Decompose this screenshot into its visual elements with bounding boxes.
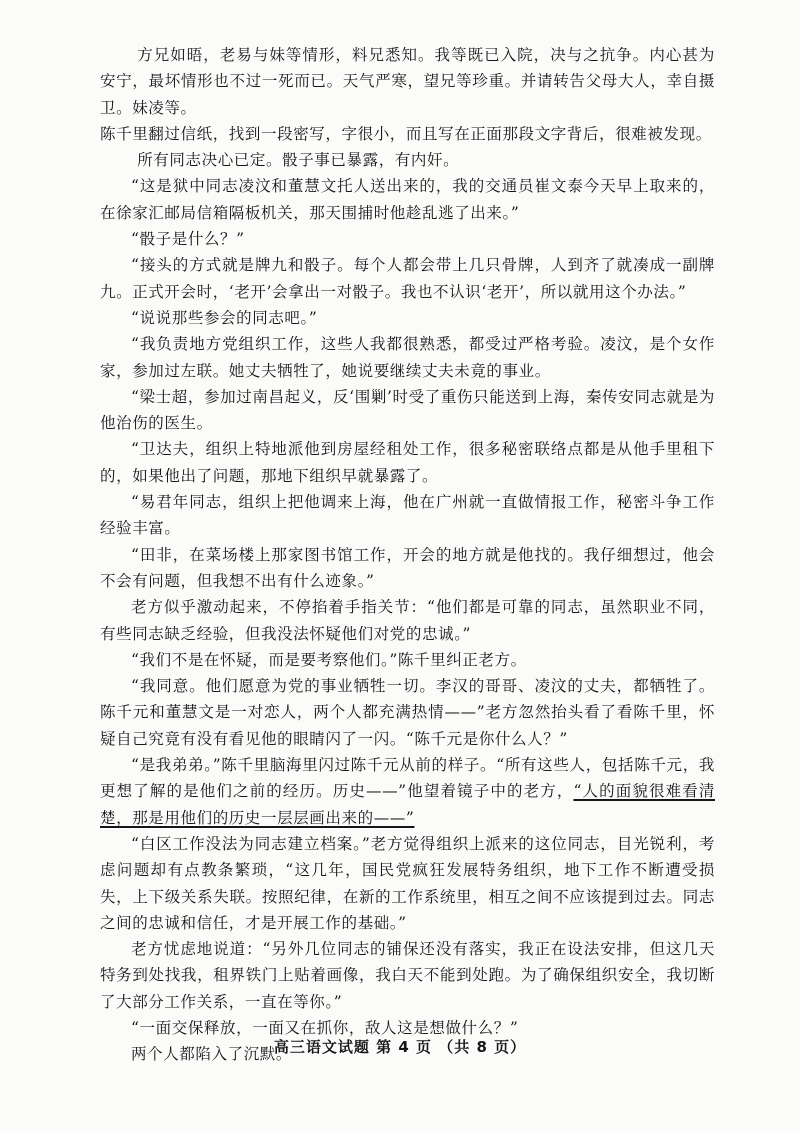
paragraph-text: “是我弟弟。”陈千里脑海里闪过陈千元从前的样子。“所有这些人，包括陈千元，我更想了解的是他们之前的经历。历史——”他望着镜子中的老方， — [100, 756, 715, 801]
paragraph: “一面交保释放，一面又在抓你，敌人这是想做什么？” — [131, 1018, 519, 1037]
paragraph: “我同意。他们愿意为党的事业牺牲一切。李汉的哥哥、凌汶的丈夫，都牺牲了。陈千元和董慧文是一对恋人，两个人都充满热情——”老方忽然抬头看了看陈千里，怀疑自己究竟有没有看见他的眼睛闪了一闪。“陈千元是你什么人？” — [100, 677, 715, 748]
paragraph: “我负责地方党组织工作，这些人我都很熟悉，都受过严格考验。凌汶，是个女作家，参加过左联。她丈夫牺牲了，她说要继续丈夫未竟的事业。 — [100, 335, 715, 380]
paragraph: 老方似乎激动起来，不停掐着手指关节：“他们都是可靠的同志，虽然职业不同，有些同志缺乏经验，但我没法怀疑他们对党的忠诚。” — [100, 598, 715, 643]
paragraph: 老方忧虑地说道：“另外几位同志的铺保还没有落实，我正在设法安排，但这几天特务到处找我，租界铁门上贴着画像，我白天不能到处跑。为了确保组织安全，我切断了大部分工作关系，一直在等你。” — [100, 940, 715, 1011]
paragraph: “接头的方式就是牌九和骰子。每个人都会带上几只骨牌，人到齐了就凑成一副牌九。正式开会时，‘老开’会拿出一对骰子。我也不认识‘老开’，所以就用这个办法。” — [100, 256, 715, 301]
paragraph: “说说那些参会的同志吧。” — [131, 308, 318, 327]
underlined-sentence: “人的面貌很难看清楚，那是用他们的历史一层层画出来的——” — [100, 782, 716, 827]
paragraph: “易君年同志，组织上把他调来上海，他在广州就一直做情报工作，秘密斗争工作经验丰富。 — [100, 493, 715, 538]
paragraph: 所有同志决心已定。骰子事已暴露，有内奸。 — [137, 151, 460, 170]
paragraph: 方兄如晤，老易与妹等情形，料兄悉知。我等既已入院，决与之抗争。内心甚为安宁，最坏情形也不过一死而已。天气严寒，望兄等珍重。并请转告父母大人，幸自摄卫。妹凌等。 — [100, 46, 715, 117]
paragraph: 陈千里翻过信纸，找到一段密写，字很小，而且写在正面那段文字背后，很难被发现。 — [100, 124, 712, 143]
paragraph: “卫达夫，组织上特地派他到房屋经租处工作，很多秘密联络点都是从他手里租下的，如果他出了问题，那地下组织早就暴露了。 — [100, 440, 715, 485]
paragraph: “我们不是在怀疑，而是要考察他们。”陈千里纠正老方。 — [131, 650, 527, 669]
paragraph-with-underline — [100, 752, 715, 831]
paragraph: 两个人都陷入了沉默。 — [131, 1045, 293, 1064]
paragraph: “白区工作没法为同志建立档案。”老方觉得组织上派来的这位同志，目光锐利，考虑问题却有点教条繁琐，“这几年，国民党疯狂发展特务组织，地下工作不断遭受损失，上下级关系失联。按照纪律，在新的工作系统里，相互之间不应该提到过去。同志之间的忠诚和信任，才是开展工作的基础。” — [100, 834, 715, 932]
paragraph: “骰子是什么？” — [131, 230, 245, 249]
paragraph: “这是狱中同志凌汶和董慧文托人送出来的，我的交通员崔文泰今天早上取来的，在徐家汇邮局信箱隔板机关，那天围捕时他趁乱逃了出来。” — [100, 177, 715, 222]
paragraph: “田非，在菜场楼上那家图书馆工作，开会的地方就是他找的。我仔细想过，他会不会有问题，但我想不出有什么迹象。” — [100, 545, 715, 590]
passage-body — [100, 42, 715, 1068]
page-footer: 高三语文试题 第 4 页 （共 8 页） — [273, 1038, 527, 1056]
paragraph: “梁士超，参加过南昌起义，反‘围剿’时受了重伤只能送到上海，秦传安同志就是为他治伤的医生。 — [100, 387, 715, 433]
